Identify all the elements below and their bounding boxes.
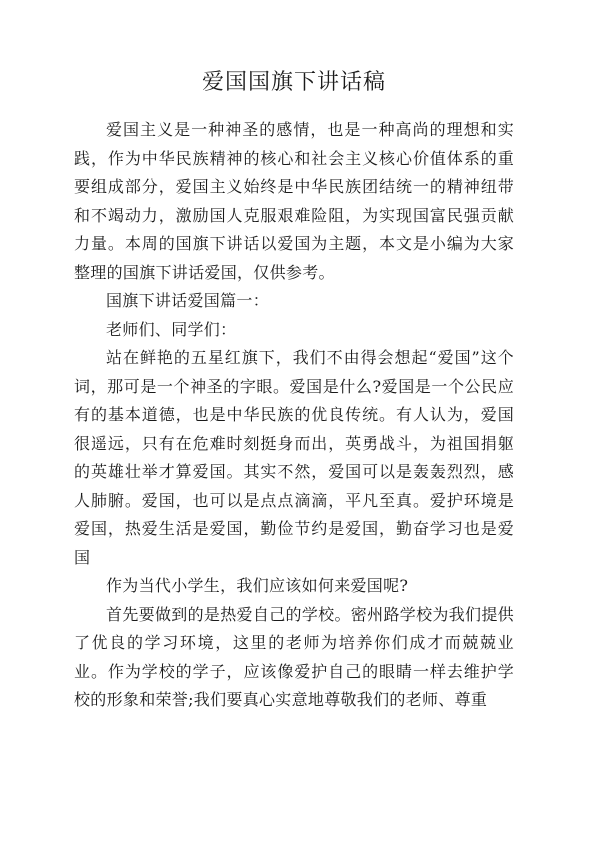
document-title: 爱国国旗下讲话稿 — [201, 70, 386, 95]
paragraph-body-2: 作为当代小学生，我们应该如何来爱国呢? — [106, 576, 409, 595]
paragraph-intro: 爱国主义是一种神圣的感情，也是一种高尚的理想和实践，作为中华民族精神的核心和社会主义核心价值体系的重要组成部分，爱国主义始终是中华民族团结统一的精神纽带和不竭动力，激励国人克服艰难险阻，为实现国富民强贡献力量。本周的国旗下讲话以爱国为主题，本文是小编为大家整理的国旗下讲话爱国，仅供参考。 — [74, 120, 514, 282]
paragraph-body-3: 首先要做到的是热爱自己的学校。密州路学校为我们提供了优良的学习环境，这里的老师为培养你们成才而兢兢业业。作为学校的学子，应该像爱护自己的眼睛一样去维护学校的形象和荣誉;我们要真心实意地尊敬我们的老师、尊重 — [74, 604, 514, 709]
paragraph-section-heading: 国旗下讲话爱国篇一： — [106, 291, 270, 310]
paragraph-body-1: 站在鲜艳的五星红旗下，我们不由得会想起“爱国”这个词，那可是一个神圣的字眼。爱国是什么?爱国是一个公民应有的基本道德，也是中华民族的优良传统。有人认为，爱国很遥远，只有在危难时刻挺身而出，英勇战斗，为祖国捐躯的英雄壮举才算爱国。其实不然，爱国可以是轰轰烈烈，感人肺腑。爱国，也可以是点点滴滴，平凡至真。爱护环境是爱国，热爱生活是爱国，勤俭节约是爱国，勤奋学习也是爱国 — [74, 348, 514, 567]
paragraph-salutation: 老师们、同学们： — [106, 319, 237, 339]
